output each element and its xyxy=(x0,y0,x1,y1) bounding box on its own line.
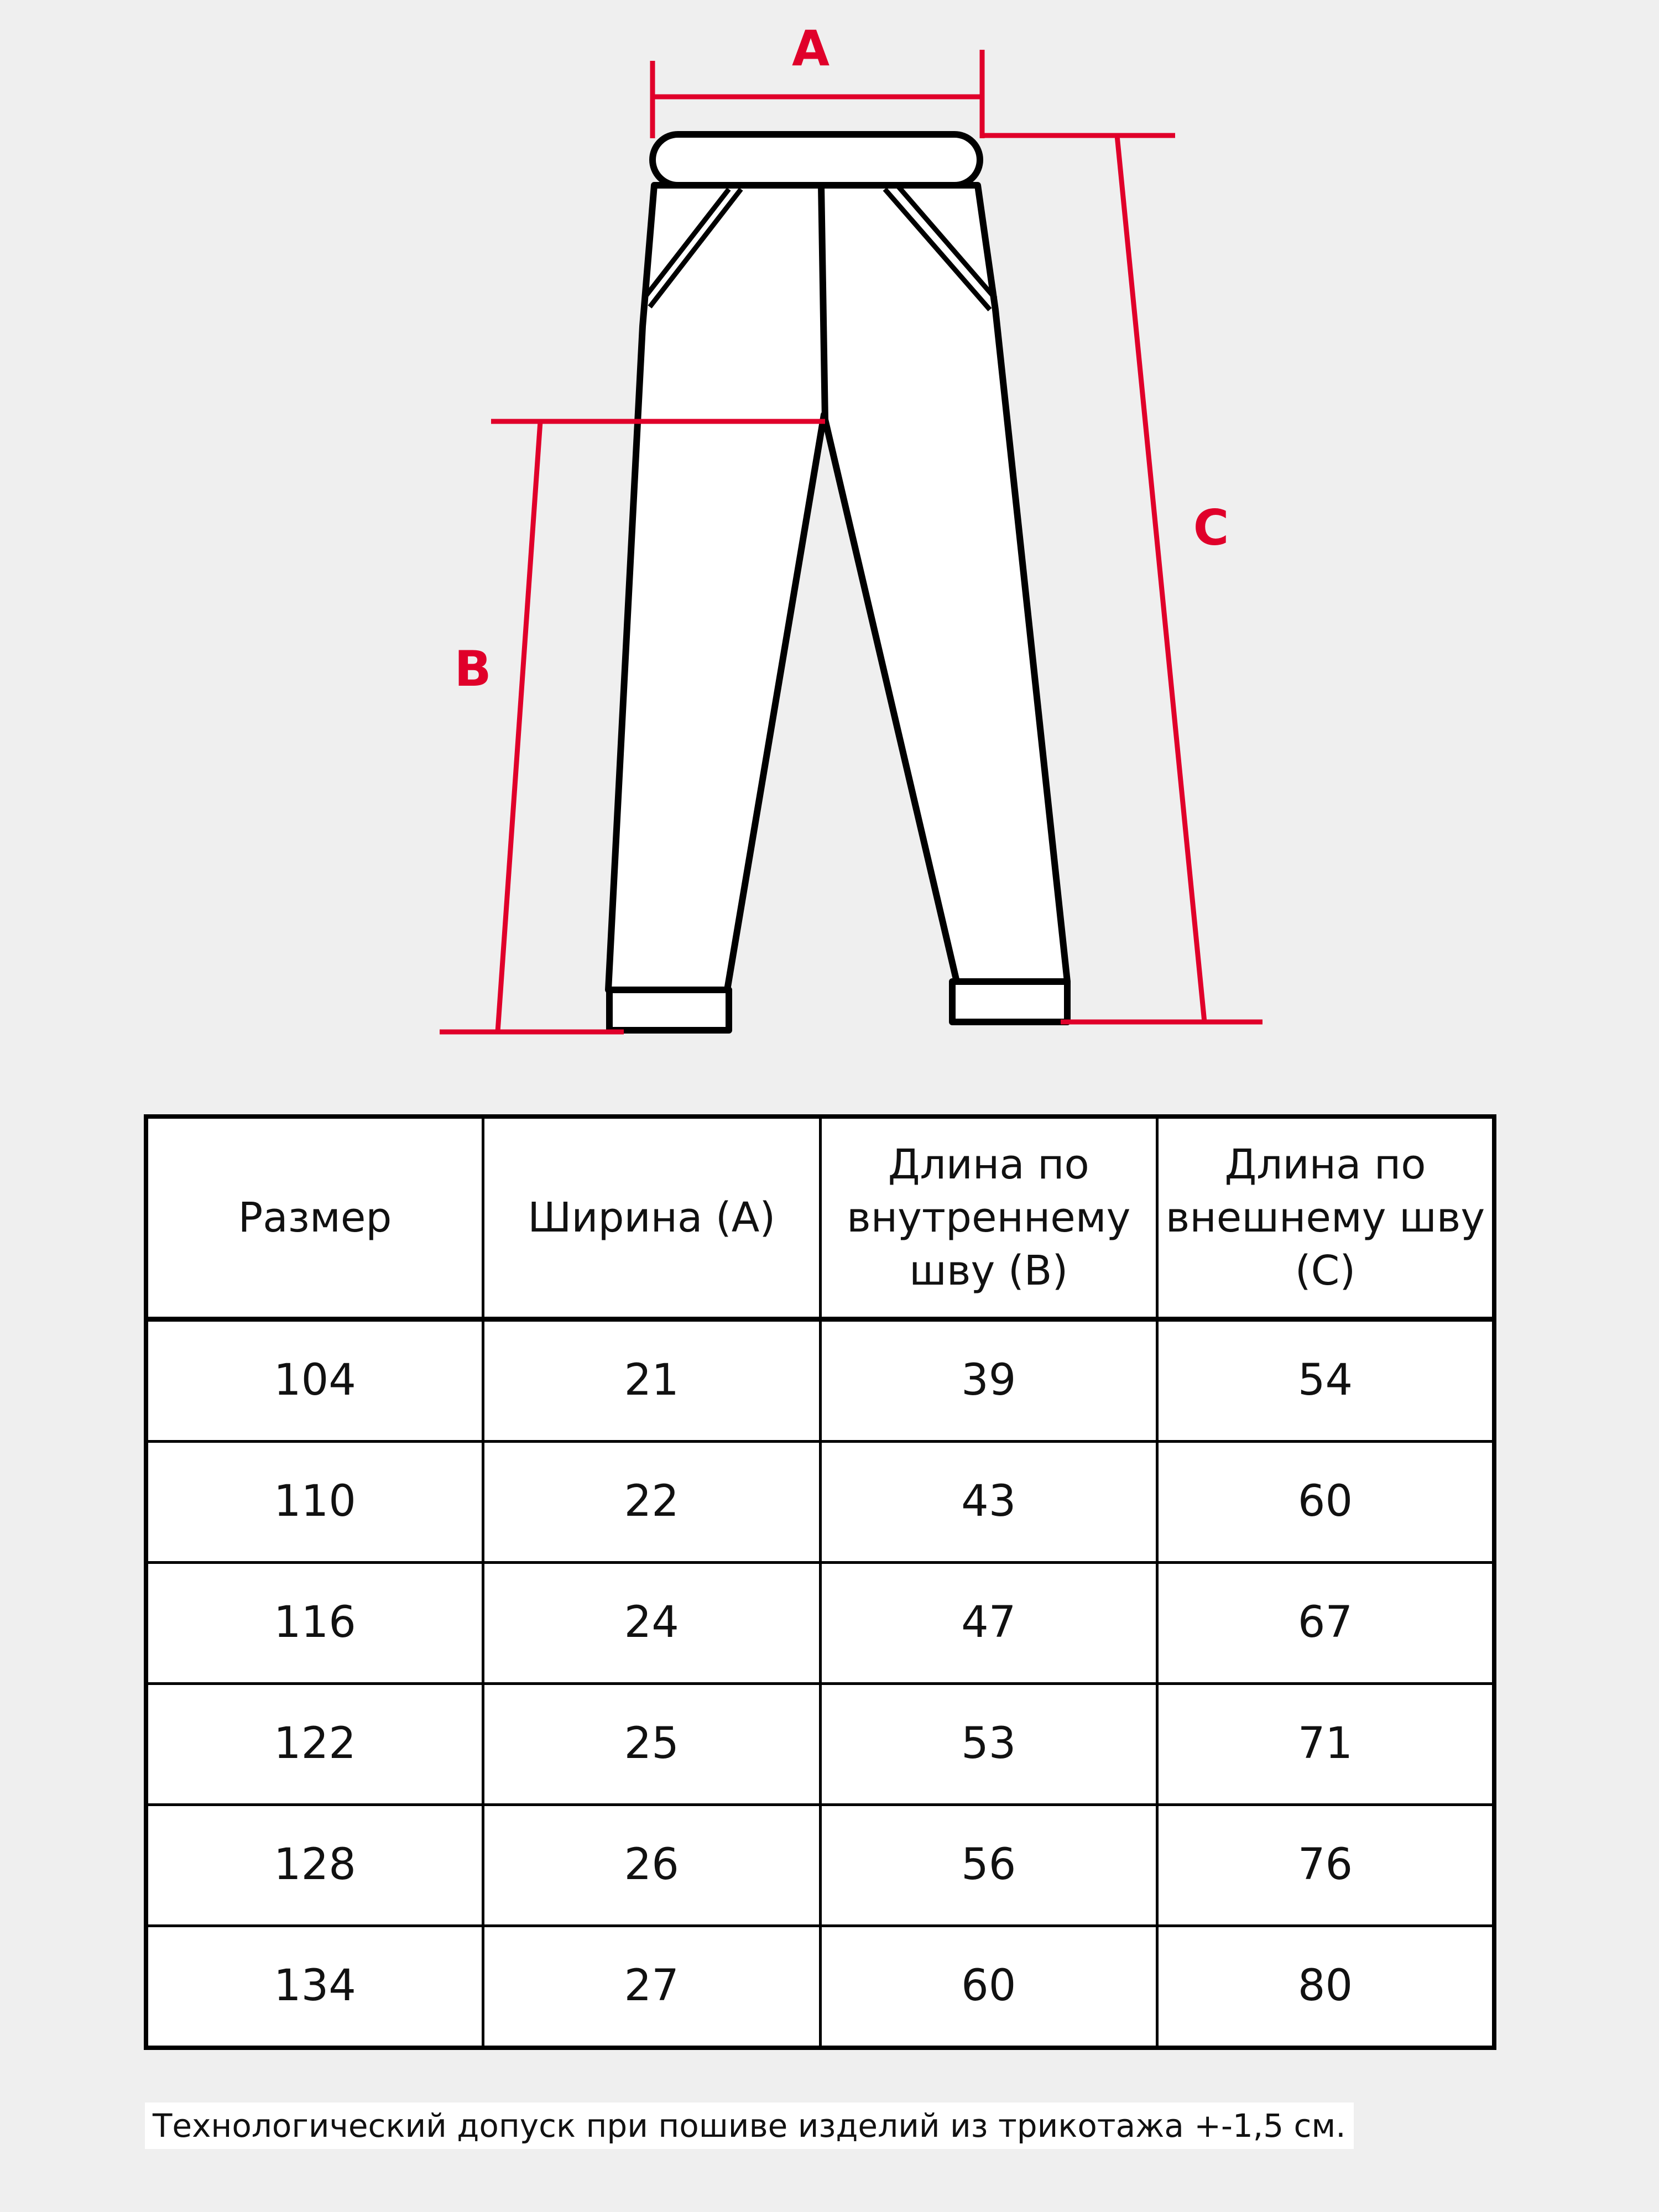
cell-outseam: 54 xyxy=(1157,1319,1495,1442)
tolerance-footnote: Технологический допуск при пошиве изделий из трикотажа +-1,5 см. xyxy=(145,2103,1354,2149)
measure-b-line xyxy=(498,421,540,1032)
cell-width: 24 xyxy=(483,1563,821,1684)
cell-width: 26 xyxy=(483,1805,821,1926)
measure-c-line xyxy=(1117,135,1204,1022)
cell-width: 27 xyxy=(483,1926,821,2048)
cell-size: 116 xyxy=(146,1563,483,1684)
header-size: Размер xyxy=(146,1117,483,1319)
cell-width: 22 xyxy=(483,1442,821,1563)
pants-outline xyxy=(608,134,1067,1030)
table-row xyxy=(146,1563,1494,1684)
cell-size: 128 xyxy=(146,1805,483,1926)
label-b: B xyxy=(454,640,492,697)
cell-inseam: 60 xyxy=(820,1926,1157,2048)
table-row xyxy=(146,1684,1494,1805)
table-row xyxy=(146,1442,1494,1563)
header-width: Ширина (А) xyxy=(483,1117,821,1319)
cell-size: 122 xyxy=(146,1684,483,1805)
header-inseam: Длина по внутреннему шву (В) xyxy=(820,1117,1157,1319)
left-cuff xyxy=(609,990,729,1030)
cell-inseam: 47 xyxy=(820,1563,1157,1684)
cell-inseam: 39 xyxy=(820,1319,1157,1442)
table-header-row xyxy=(146,1117,1494,1319)
right-cuff xyxy=(952,982,1067,1022)
table-row xyxy=(146,1805,1494,1926)
cell-size: 134 xyxy=(146,1926,483,2048)
table-row xyxy=(146,1926,1494,2048)
cell-size: 104 xyxy=(146,1319,483,1442)
cell-outseam: 67 xyxy=(1157,1563,1495,1684)
cell-inseam: 43 xyxy=(820,1442,1157,1563)
cell-outseam: 60 xyxy=(1157,1442,1495,1563)
cell-size: 110 xyxy=(146,1442,483,1563)
waistband xyxy=(653,134,980,185)
pants-measurement-diagram xyxy=(0,0,1659,1078)
cell-outseam: 71 xyxy=(1157,1684,1495,1805)
cell-outseam: 80 xyxy=(1157,1926,1495,2048)
cell-width: 21 xyxy=(483,1319,821,1442)
table-row xyxy=(146,1319,1494,1442)
cell-inseam: 53 xyxy=(820,1684,1157,1805)
cell-inseam: 56 xyxy=(820,1805,1157,1926)
size-table xyxy=(144,1114,1496,2050)
label-a: A xyxy=(791,20,830,77)
pants-body xyxy=(608,185,1067,990)
cell-outseam: 76 xyxy=(1157,1805,1495,1926)
cell-width: 25 xyxy=(483,1684,821,1805)
label-c: C xyxy=(1193,499,1229,556)
center-seam xyxy=(821,185,825,420)
header-outseam: Длина по внешнему шву (С) xyxy=(1157,1117,1495,1319)
